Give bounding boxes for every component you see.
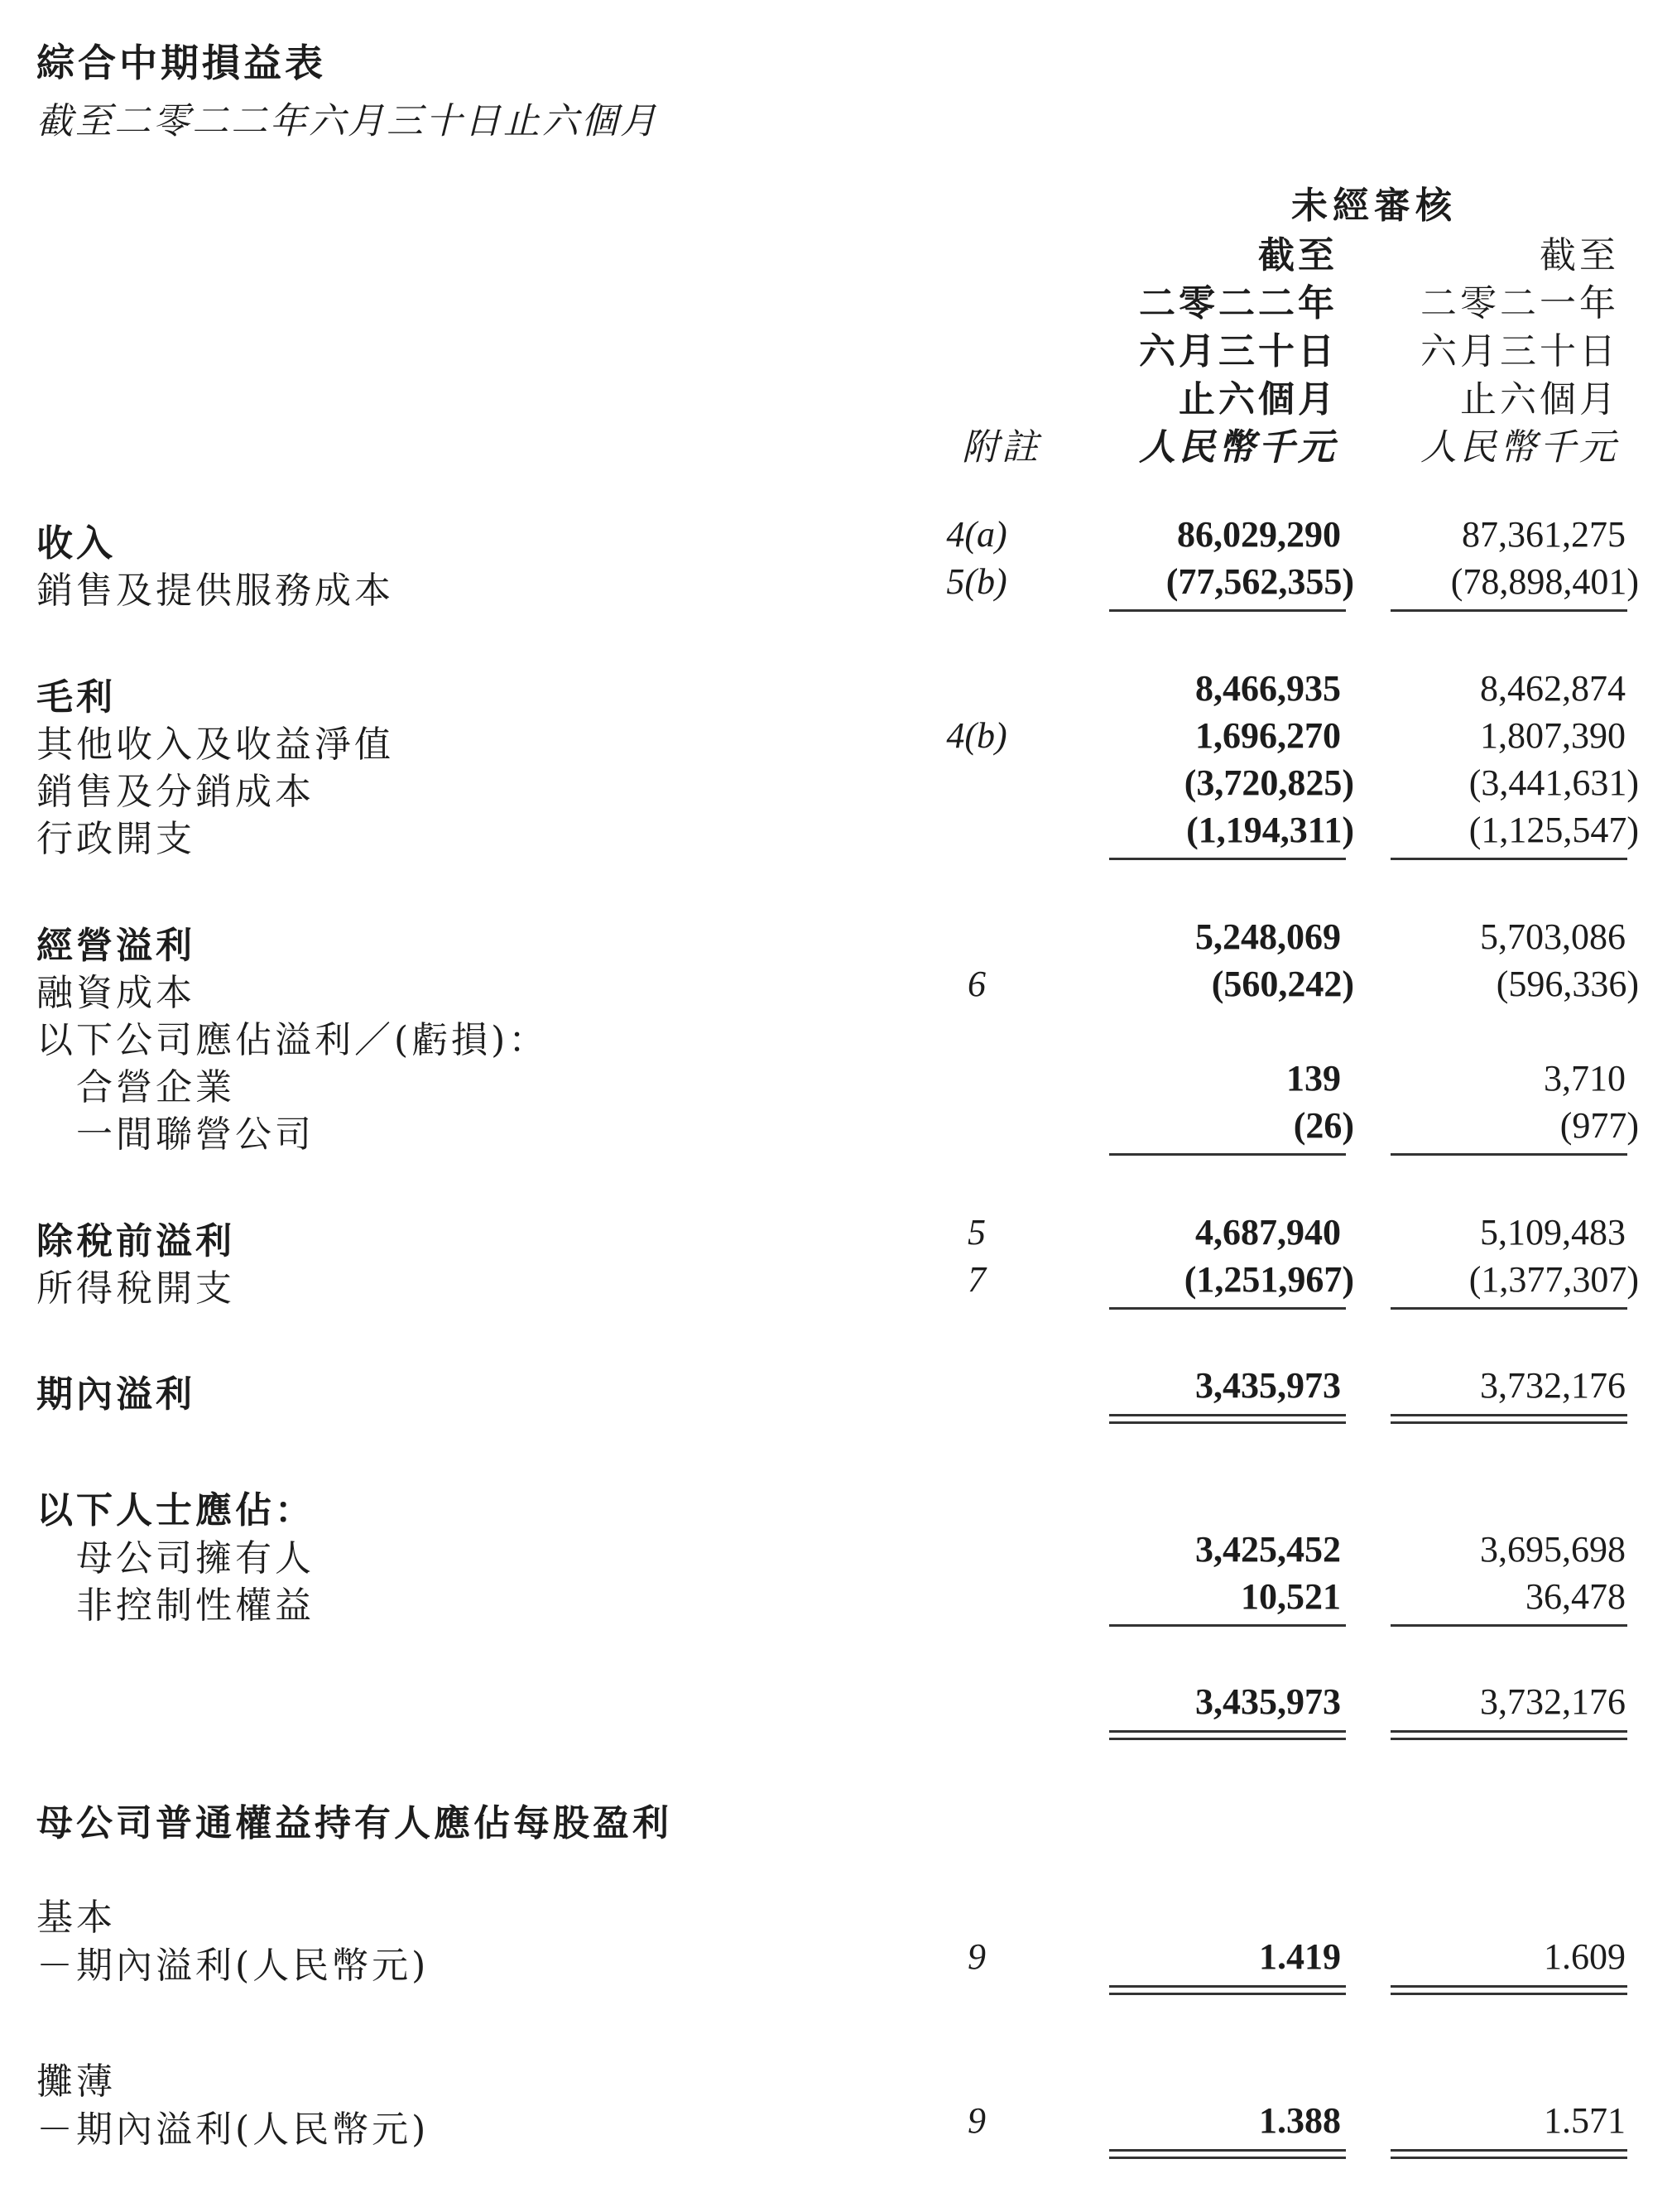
value-2022: 1.419: [1259, 1936, 1341, 1977]
value-2022: 5,248,069: [1195, 916, 1341, 957]
row-label: 銷售及分銷成本: [36, 771, 315, 813]
value-2022: (1,194,311): [1186, 810, 1354, 850]
value-2021: (3,441,631): [1468, 762, 1639, 803]
column-header-2022-line: 止六個月: [1179, 378, 1338, 421]
row-label: 行政開支: [36, 818, 195, 860]
row-label: －期內溢利(人民幣元): [36, 2109, 430, 2151]
row-label: 合營企業: [76, 1066, 235, 1108]
value-2021: 1,807,390: [1480, 715, 1626, 756]
row-label: 收入: [36, 522, 116, 565]
unaudited-header: 未經審核: [1291, 185, 1457, 227]
row-label: 基本: [36, 1897, 116, 1939]
value-2021: 3,732,176: [1480, 1681, 1626, 1722]
subtotal-rule: [1391, 1307, 1627, 1310]
table-row-total-attributable: [0, 1681, 1672, 1729]
column-header-2021-line: 二零二一年: [1420, 282, 1619, 325]
row-note: 9: [968, 2100, 986, 2141]
row-note: 4(a): [946, 514, 1007, 555]
row-label: 期內溢利: [36, 1373, 195, 1416]
column-header-2021-unit: 人民幣千元: [1420, 426, 1619, 469]
table-row-income-tax: [0, 1258, 1672, 1310]
table-row-revenue: [0, 513, 1672, 565]
value-2022: 4,687,940: [1195, 1212, 1341, 1253]
total-double-rule: [1109, 1414, 1346, 1424]
value-2021: 8,462,874: [1480, 668, 1626, 709]
value-2022: 3,435,973: [1195, 1681, 1341, 1722]
value-2022: 10,521: [1241, 1576, 1341, 1617]
row-label: 其他收入及收益淨值: [36, 724, 394, 766]
subtotal-rule: [1109, 1307, 1346, 1310]
table-row-eps-heading: [0, 1793, 1672, 1844]
table-row-associate: [0, 1104, 1672, 1156]
row-label: －期內溢利(人民幣元): [36, 1945, 430, 1987]
table-row-gross-profit: [0, 667, 1672, 719]
row-note: 5(b): [946, 561, 1007, 602]
value-2022: (1,251,967): [1184, 1259, 1354, 1300]
subtotal-rule: [1391, 609, 1627, 612]
value-2021: (78,898,401): [1450, 561, 1639, 602]
value-2022: 3,435,973: [1195, 1365, 1341, 1406]
subtotal-rule: [1109, 609, 1346, 612]
row-label: 融資成本: [36, 972, 195, 1014]
value-2022: 8,466,935: [1195, 668, 1341, 709]
total-double-rule: [1109, 1985, 1346, 1995]
table-row-operating-profit: [0, 916, 1672, 967]
value-2022: (77,562,355): [1165, 561, 1354, 602]
table-row-finance-costs: [0, 963, 1672, 1014]
row-label: 母公司普通權益持有人應佔每股盈利: [36, 1802, 672, 1844]
total-double-rule: [1391, 1730, 1627, 1740]
value-2021: 1.609: [1544, 1936, 1626, 1977]
value-2021: (977): [1559, 1105, 1639, 1146]
row-label: 銷售及提供服務成本: [36, 570, 394, 612]
subtotal-rule: [1391, 1153, 1627, 1156]
table-row-profit-for-period: [0, 1364, 1672, 1416]
row-label: 經營溢利: [36, 925, 195, 967]
table-row-profit-before-tax: [0, 1211, 1672, 1262]
value-2022: 1,696,270: [1195, 715, 1341, 756]
table-row-share-of: [0, 1010, 1672, 1061]
row-note: 5: [968, 1212, 986, 1253]
value-2021: 5,109,483: [1480, 1212, 1626, 1253]
column-header-2021-line: 截至: [1540, 234, 1619, 276]
page-title: 綜合中期損益表: [36, 41, 326, 85]
value-2022: 139: [1286, 1058, 1341, 1099]
row-label: 母公司擁有人: [76, 1537, 315, 1580]
value-2021: 87,361,275: [1462, 514, 1626, 555]
table-row-selling-costs: [0, 762, 1672, 813]
value-2022: 86,029,290: [1177, 514, 1341, 555]
table-row-non-controlling: [0, 1575, 1672, 1627]
value-2021: 36,478: [1525, 1576, 1626, 1617]
column-header-2021-line: 止六個月: [1460, 378, 1619, 421]
value-2021: 5,703,086: [1480, 916, 1626, 957]
table-row-diluted: [0, 2051, 1672, 2103]
value-2021: (596,336): [1496, 964, 1639, 1004]
row-note: 9: [968, 1936, 986, 1977]
column-header-2021: [1357, 225, 1619, 474]
value-2022: (26): [1293, 1105, 1354, 1146]
value-2021: 3,695,698: [1480, 1529, 1626, 1570]
row-label: 所得稅開支: [36, 1267, 235, 1310]
table-row-diluted-profit: [0, 2099, 1672, 2151]
value-2022: 3,425,452: [1195, 1529, 1341, 1570]
value-2021: 1.571: [1544, 2100, 1626, 2141]
row-note: 7: [968, 1259, 986, 1300]
value-2021: (1,125,547): [1468, 810, 1639, 850]
table-row-basic-profit: [0, 1935, 1672, 1987]
column-header-2021-line: 六月三十日: [1420, 330, 1619, 373]
subtotal-rule: [1391, 858, 1627, 860]
table-row-basic: [0, 1887, 1672, 1939]
table-row-owners: [0, 1528, 1672, 1580]
column-header-2022: [1076, 225, 1338, 474]
column-header-2022-line: 截至: [1258, 234, 1338, 276]
value-2022: 1.388: [1259, 2100, 1341, 2141]
total-double-rule: [1109, 1730, 1346, 1740]
value-2022: (3,720,825): [1184, 762, 1354, 803]
row-label: 毛利: [36, 676, 116, 719]
table-row-cost-of-sales: [0, 560, 1672, 612]
row-label: 一間聯營公司: [76, 1113, 315, 1156]
subtotal-rule: [1109, 1624, 1346, 1627]
column-header-2022-line: 六月三十日: [1139, 330, 1338, 373]
total-double-rule: [1109, 2149, 1346, 2159]
row-label: 攤薄: [36, 2061, 116, 2103]
page-subtitle: 截至二零二二年六月三十日止六個月: [36, 100, 659, 142]
subtotal-rule: [1391, 1624, 1627, 1627]
value-2021: 3,710: [1544, 1058, 1626, 1099]
table-row-attributable-to: [0, 1480, 1672, 1532]
row-note: 4(b): [946, 715, 1007, 756]
total-double-rule: [1391, 2149, 1627, 2159]
table-row-joint-ventures: [0, 1057, 1672, 1108]
row-label: 以下公司應佔溢利／(虧損)：: [36, 1019, 549, 1061]
column-header-2022-unit: 人民幣千元: [1139, 426, 1338, 469]
value-2021: (1,377,307): [1468, 1259, 1639, 1300]
table-row-admin-expenses: [0, 809, 1672, 860]
column-header-2022-line: 二零二二年: [1139, 282, 1338, 325]
subtotal-rule: [1109, 1153, 1346, 1156]
row-label: 除稅前溢利: [36, 1220, 235, 1262]
subtotal-rule: [1109, 858, 1346, 860]
row-label: 以下人士應佔：: [36, 1489, 315, 1532]
row-label: 非控制性權益: [76, 1584, 315, 1627]
row-note: 6: [968, 964, 986, 1004]
table-row-other-income: [0, 714, 1672, 766]
notes-column-header: 附註: [962, 426, 1041, 469]
total-double-rule: [1391, 1414, 1627, 1424]
value-2022: (560,242): [1211, 964, 1354, 1004]
value-2021: 3,732,176: [1480, 1365, 1626, 1406]
total-double-rule: [1391, 1985, 1627, 1995]
